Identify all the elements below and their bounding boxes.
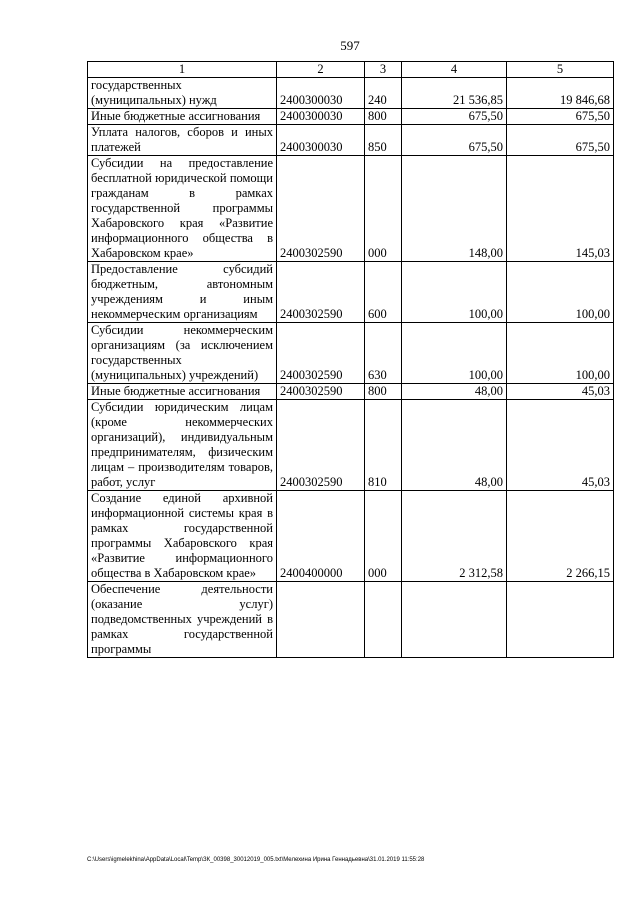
amount-actual-cell: 675,50 xyxy=(507,109,614,125)
amount-planned-cell: 100,00 xyxy=(402,323,507,384)
file-path-footer: C:\Users\igmelekhina\AppData\Local\Temp\ЗК_00398_30012019_005.txt\Мелехина Ирина Геннадьевна\31.01.2019 11:55:28 xyxy=(87,857,425,863)
expense-type-cell: 000 xyxy=(365,491,402,582)
target-code-cell: 2400302590 xyxy=(277,323,365,384)
table-row xyxy=(88,78,614,109)
table-row xyxy=(88,582,614,658)
amount-planned-cell: 100,00 xyxy=(402,262,507,323)
table-row xyxy=(88,262,614,323)
amount-actual-cell: 100,00 xyxy=(507,323,614,384)
expense-type-cell xyxy=(365,582,402,658)
row-name-cell: Субсидии на предоставление бесплатной юридической помощи гражданам в рамках государственной программы Хабаровского края «Развитие информационного общества в Хабаровском крае» xyxy=(88,156,277,262)
amount-actual-cell xyxy=(507,582,614,658)
column-header: 4 xyxy=(402,62,507,78)
row-name-cell: Субсидии юридическим лицам (кроме некоммерческих организаций), индивидуальным предпринимателям, физическим лицам – производителям товаров, работ, услуг xyxy=(88,400,277,491)
target-code-cell: 2400300030 xyxy=(277,78,365,109)
column-header: 3 xyxy=(365,62,402,78)
table-row xyxy=(88,125,614,156)
target-code-cell: 2400302590 xyxy=(277,384,365,400)
table-row xyxy=(88,323,614,384)
table-row xyxy=(88,384,614,400)
amount-actual-cell: 145,03 xyxy=(507,156,614,262)
amount-actual-cell: 675,50 xyxy=(507,125,614,156)
column-header: 2 xyxy=(277,62,365,78)
table-row xyxy=(88,109,614,125)
column-header: 1 xyxy=(88,62,277,78)
row-name-cell: Иные бюджетные ассигнования xyxy=(88,384,277,400)
target-code-cell xyxy=(277,582,365,658)
expense-type-cell: 600 xyxy=(365,262,402,323)
row-name-cell: Обеспечение деятельности (оказание услуг) подведомственных учреждений в рамках государственной программы xyxy=(88,582,277,658)
table-header-row xyxy=(88,62,614,78)
amount-planned-cell: 675,50 xyxy=(402,109,507,125)
expense-type-cell: 800 xyxy=(365,109,402,125)
amount-actual-cell: 2 266,15 xyxy=(507,491,614,582)
amount-planned-cell: 21 536,85 xyxy=(402,78,507,109)
amount-planned-cell: 148,00 xyxy=(402,156,507,262)
target-code-cell: 2400400000 xyxy=(277,491,365,582)
column-header: 5 xyxy=(507,62,614,78)
expense-type-cell: 000 xyxy=(365,156,402,262)
table-row xyxy=(88,156,614,262)
row-name-cell: Создание единой архивной информационной системы края в рамках государственной программы Хабаровского края «Развитие информационного общества в Хабаровском крае» xyxy=(88,491,277,582)
table-row xyxy=(88,400,614,491)
target-code-cell: 2400302590 xyxy=(277,400,365,491)
row-name-cell: Субсидии некоммерческим организациям (за исключением государственных (муниципальных) учреждений) xyxy=(88,323,277,384)
amount-actual-cell: 45,03 xyxy=(507,400,614,491)
amount-planned-cell: 2 312,58 xyxy=(402,491,507,582)
row-name-cell: Иные бюджетные ассигнования xyxy=(88,109,277,125)
target-code-cell: 2400302590 xyxy=(277,156,365,262)
row-name-cell: Предоставление субсидий бюджетным, автономным учреждениям и иным некоммерческим организациям xyxy=(88,262,277,323)
amount-planned-cell: 48,00 xyxy=(402,400,507,491)
target-code-cell: 2400300030 xyxy=(277,109,365,125)
amount-actual-cell: 100,00 xyxy=(507,262,614,323)
expense-type-cell: 630 xyxy=(365,323,402,384)
amount-planned-cell: 675,50 xyxy=(402,125,507,156)
amount-actual-cell: 45,03 xyxy=(507,384,614,400)
target-code-cell: 2400300030 xyxy=(277,125,365,156)
amount-actual-cell: 19 846,68 xyxy=(507,78,614,109)
row-name-cell: государственных (муниципальных) нужд xyxy=(88,78,277,109)
expense-type-cell: 850 xyxy=(365,125,402,156)
budget-table xyxy=(87,61,614,658)
target-code-cell: 2400302590 xyxy=(277,262,365,323)
expense-type-cell: 240 xyxy=(365,78,402,109)
amount-planned-cell xyxy=(402,582,507,658)
page-number: 597 xyxy=(340,38,360,53)
expense-type-cell: 810 xyxy=(365,400,402,491)
table-row xyxy=(88,491,614,582)
expense-type-cell: 800 xyxy=(365,384,402,400)
row-name-cell: Уплата налогов, сборов и иных платежей xyxy=(88,125,277,156)
amount-planned-cell: 48,00 xyxy=(402,384,507,400)
